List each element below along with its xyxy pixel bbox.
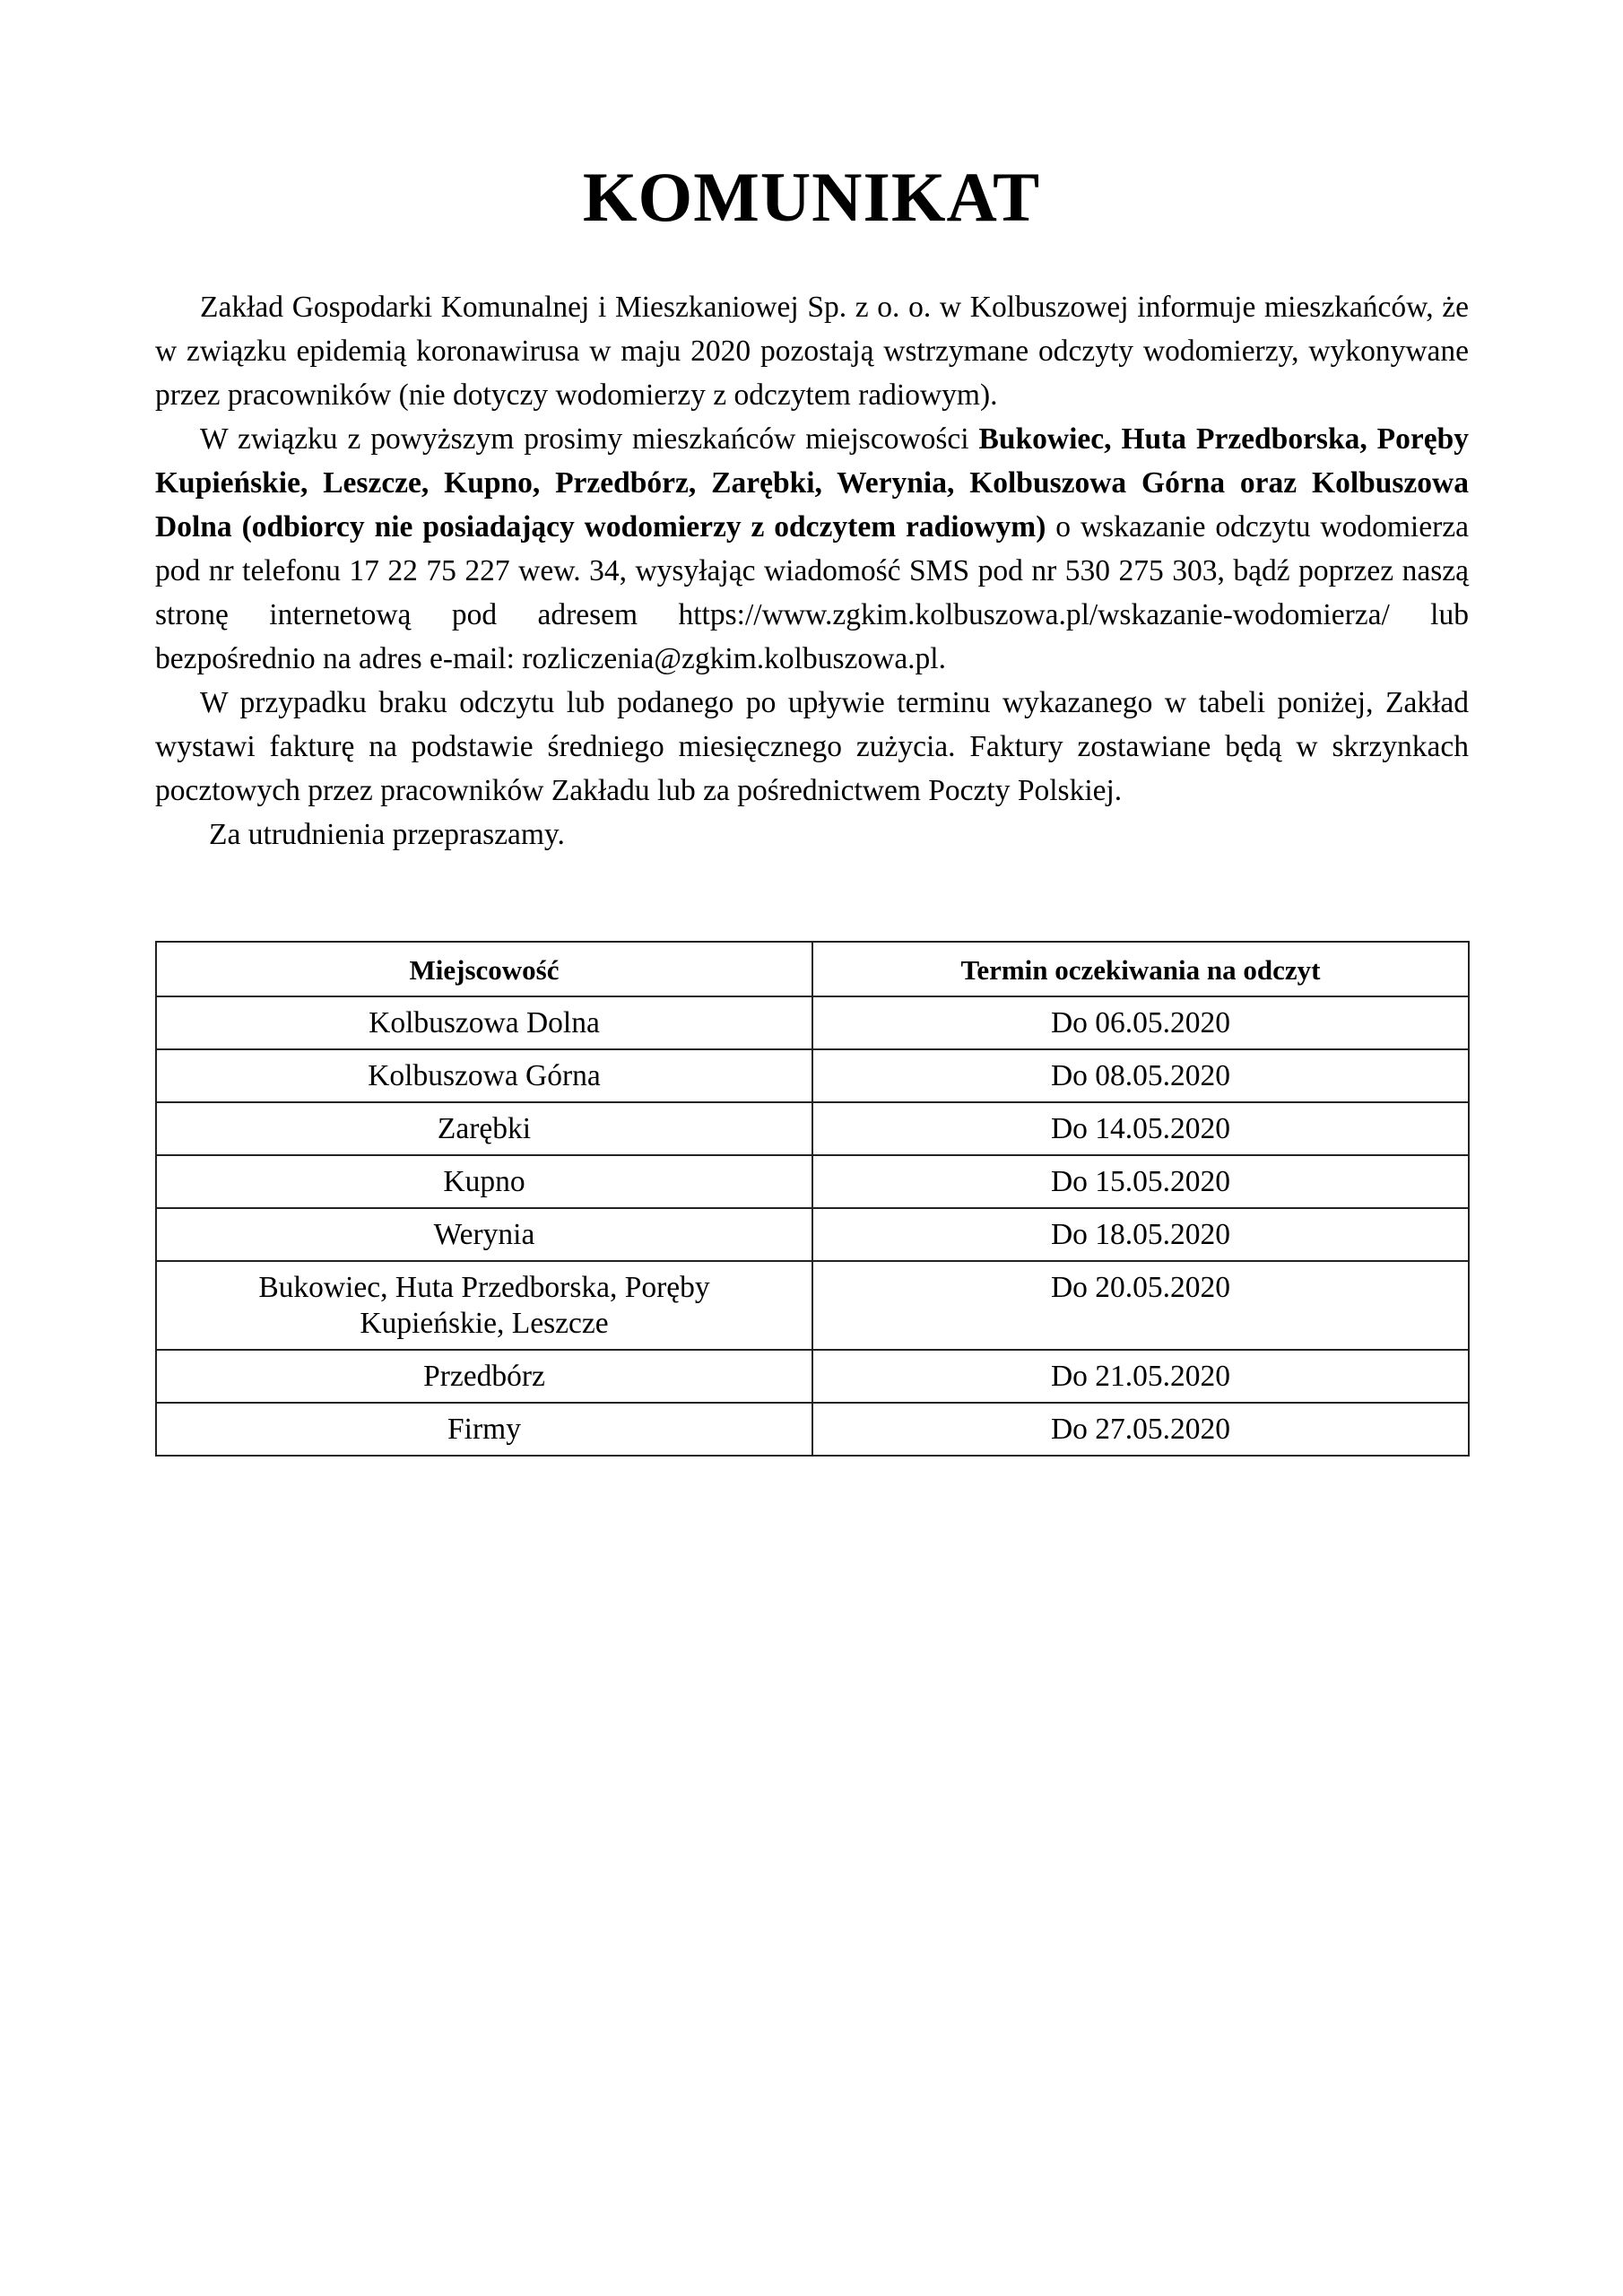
locality-cell: Kupno	[156, 1155, 812, 1208]
deadline-cell: Do 15.05.2020	[812, 1155, 1469, 1208]
locality-cell: Firmy	[156, 1403, 812, 1456]
page-title: KOMUNIKAT	[582, 158, 1041, 236]
localities-list: Bukowiec, Huta Przedborska, Poręby Kupieńskie, Leszcze, Kupno, Przedbórz, Zarębki, Werynia, Kolbuszowa Górna oraz Kolbuszowa Dolna (odbiorcy nie posiadający wodomierzy z odczytem radiowym)	[155, 422, 1469, 544]
reading-schedule-table	[155, 941, 1470, 1457]
paragraph-reading-request	[155, 417, 1469, 681]
paragraph-invoice-notice: W przypadku braku odczytu lub podanego po upływie terminu wykazanego w tabeli poniżej, Zakład wystawi fakturę na podstawie średniego miesięcznego zużycia. Faktury zostawiane będą w skrzynkach pocztowych przez pracowników Zakładu lub za pośrednictwem Poczty Polskiej.	[155, 686, 1469, 807]
deadline-cell: Do 27.05.2020	[812, 1403, 1469, 1456]
locality-cell: Przedbórz	[156, 1350, 812, 1403]
table-row	[156, 1049, 1469, 1102]
locality-cell: Zarębki	[156, 1102, 812, 1155]
deadline-cell: Do 21.05.2020	[812, 1350, 1469, 1403]
locality-cell: Kolbuszowa Górna	[156, 1049, 812, 1102]
table-row	[156, 1102, 1469, 1155]
table-row	[156, 1155, 1469, 1208]
table-row	[156, 996, 1469, 1049]
paragraph-suspension-notice: Zakład Gospodarki Komunalnej i Mieszkaniowej Sp. z o. o. w Kolbuszowej informuje mieszkańców, że w związku epidemią koronawirusa w maju 2020 pozostają wstrzymane odczyty wodomierzy, wykonywane przez pracowników (nie dotyczy wodomierzy z odczytem radiowym).	[155, 291, 1469, 412]
deadline-cell: Do 14.05.2020	[812, 1102, 1469, 1155]
table-row	[156, 1261, 1469, 1350]
locality-cell: Kolbuszowa Dolna	[156, 996, 812, 1049]
locality-cell: Werynia	[156, 1208, 812, 1261]
column-header-locality: Miejscowość	[156, 942, 812, 996]
column-header-deadline: Termin oczekiwania na odczyt	[812, 942, 1469, 996]
locality-cell: Bukowiec, Huta Przedborska, Poręby Kupieńskie, Leszcze	[156, 1261, 812, 1350]
paragraph-reading-request-intro: W związku z powyższym prosimy mieszkańców miejscowości	[200, 422, 979, 456]
closing-apology: Za utrudnienia przepraszamy.	[209, 818, 565, 851]
announcement-body	[155, 285, 1469, 857]
deadline-cell: Do 08.05.2020	[812, 1049, 1469, 1102]
deadline-cell: Do 20.05.2020	[812, 1261, 1469, 1350]
table-header-row	[156, 942, 1469, 996]
paragraph-reading-request-contact: o wskazanie odczytu wodomierza pod nr telefonu 17 22 75 227 wew. 34, wysyłając wiadomość SMS pod nr 530 275 303, bądź poprzez naszą stronę internetową pod adresem https://www.zgkim.kolbuszowa.pl/wskazanie-wodomierza/ lub bezpośrednio na adres e-mail: rozliczenia@zgkim.kolbuszowa.pl.	[155, 510, 1469, 675]
table-row	[156, 1208, 1469, 1261]
table-row	[156, 1403, 1469, 1456]
deadline-cell: Do 06.05.2020	[812, 996, 1469, 1049]
deadline-cell: Do 18.05.2020	[812, 1208, 1469, 1261]
table-row	[156, 1350, 1469, 1403]
